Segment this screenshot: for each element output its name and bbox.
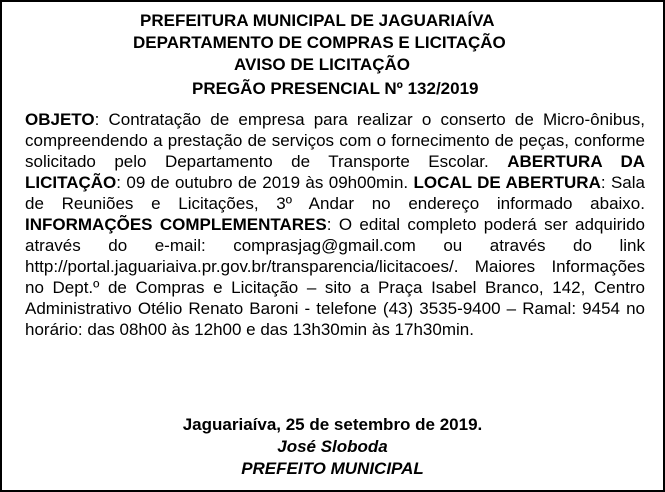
local-text: : Sala de Reuniões e Licitações, 3º Andar no endereço informado abaixo. (25, 173, 645, 213)
header-process-number: PREGÃO PRESENCIAL Nº 132/2019 (192, 79, 479, 98)
objeto-label: OBJETO (25, 110, 95, 129)
info-text: : O edital completo poderá ser adquirido através do e-mail: comprasjag@gmail.com ou através do link http://portal.jaguariaiva.pr.gov.br/transparencia/licitacoes/. Maiores Informações no Dept.º de Compras e Licitação – sito a Praça Isabel Branco, 142, Centro Administrativo Otélio Renato Baroni - telefone (43) 3535-9400 – Ramal: 9454 no horário: das 08h00 às 12h00 e das 13h30min às 17h30min. (25, 215, 646, 339)
signer-name: José Sloboda (277, 437, 388, 456)
notice-body (25, 109, 645, 340)
local-label: LOCAL DE ABERTURA (413, 173, 601, 192)
abertura-text: : 09 de outubro de 2019 às 09h00min. (116, 173, 414, 192)
header-department: DEPARTAMENTO DE COMPRAS E LICITAÇÃO (133, 33, 506, 52)
info-label: INFORMAÇÕES COMPLEMENTARES (25, 215, 327, 234)
signer-title: PREFEITO MUNICIPAL (241, 459, 424, 478)
date-line: Jaguariaíva, 25 de setembro de 2019. (182, 415, 483, 434)
header-municipality: PREFEITURA MUNICIPAL DE JAGUARIAÍVA (140, 11, 495, 30)
header-notice-type: AVISO DE LICITAÇÃO (234, 55, 410, 74)
abertura-label: ABERTURA DA LICITAÇÃO (25, 152, 645, 192)
objeto-text: : Contratação de empresa para realizar o conserto de Micro-ônibus, compreendendo a prestação de serviços com o fornecimento de peças, conforme solicitado pelo Departamento de Transporte Escolar. (25, 110, 645, 171)
